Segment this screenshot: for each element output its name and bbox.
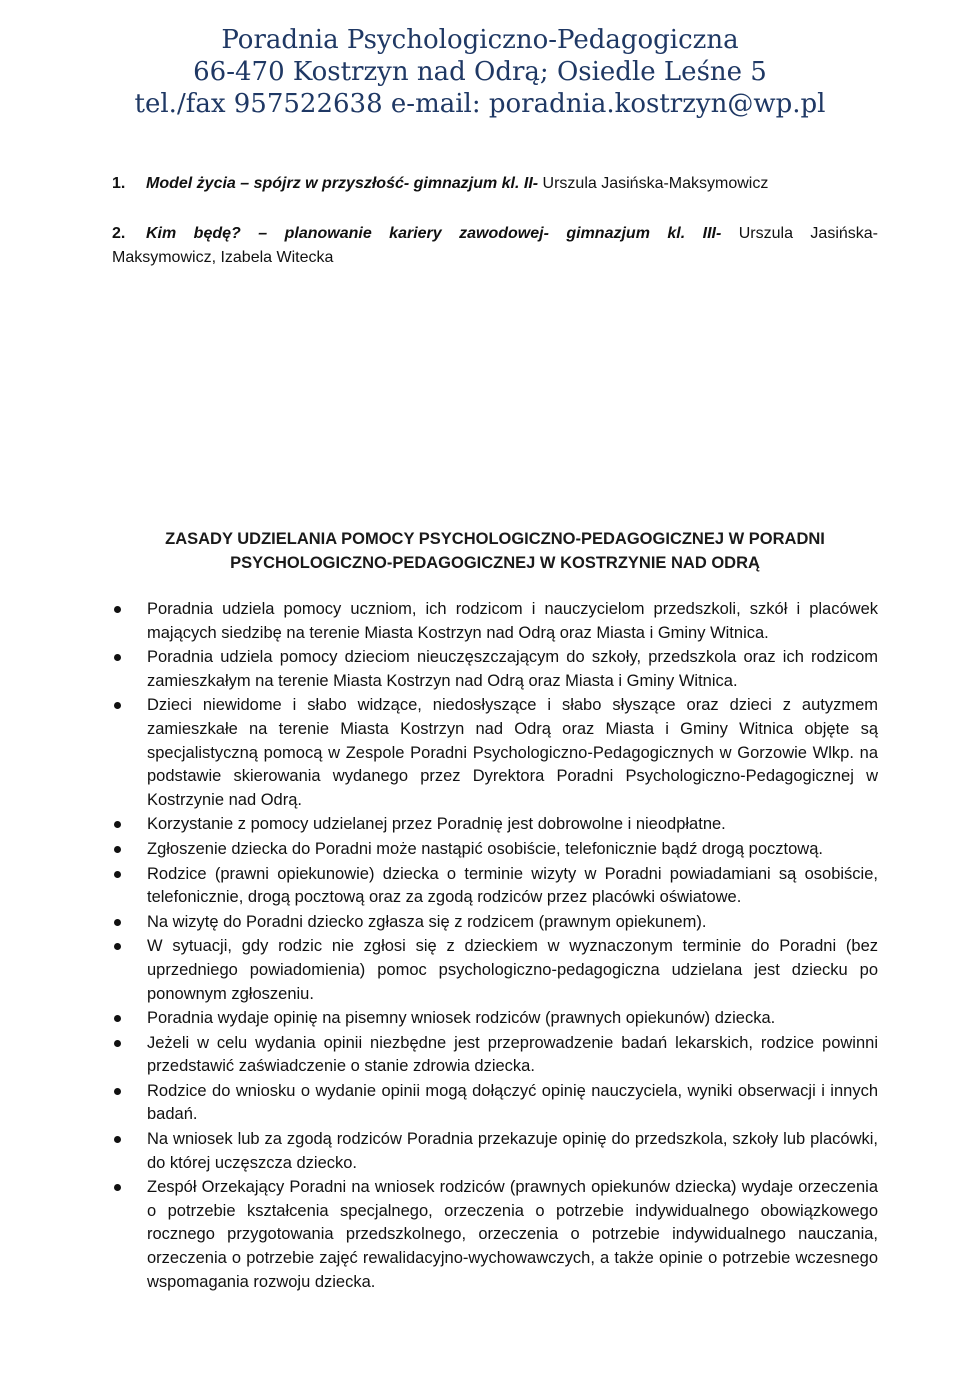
rule-text: Na wniosek lub za zgodą rodziców Poradnia przekazuje opinię do przedszkola, szkoły lub placówki, do której uczęszcza dziecko. — [147, 1130, 878, 1172]
bullet-icon — [114, 1136, 121, 1143]
rule-text: Na wizytę do Poradni dziecko zgłasza się z rodzicem (prawnym opiekunem). — [147, 912, 707, 931]
section-title-line-2: PSYCHOLOGICZNO-PEDAGOGICZNEJ W KOSTRZYNIE NAD ODRĄ — [230, 554, 760, 572]
rule-item — [112, 911, 878, 935]
bullet-icon — [114, 1184, 121, 1191]
program-number: 1. — [112, 175, 126, 192]
bullet-icon — [114, 846, 121, 853]
rules-list — [112, 598, 878, 1295]
rule-item — [112, 838, 878, 862]
rule-item — [112, 1128, 878, 1175]
institution-address: 66-470 Kostrzyn nad Odrą; Osiedle Leśne 5 — [193, 57, 767, 87]
rule-text: Rodzice (prawni opiekunowie) dziecka o terminie wizyty w Poradni powiadamiani są osobiście, telefonicznie, drogą pocztową oraz za zgodą rodziców przez placówki oświatowe. — [147, 864, 878, 907]
program-title: Model życia – spójrz w przyszłość- gimnazjum kl. II- — [146, 175, 539, 192]
program-item — [112, 222, 878, 270]
rule-item — [112, 598, 878, 645]
program-authors: Urszula Jasińska-Maksymowicz — [538, 175, 769, 192]
bullet-icon — [114, 1015, 121, 1022]
rule-item — [112, 646, 878, 693]
program-authors-continued: Maksymowicz, Izabela Witecka — [112, 249, 334, 266]
rule-item — [112, 935, 878, 1006]
rule-text: Poradnia wydaje opinię na pisemny wniosek rodziców (prawnych opiekunów) dziecka. — [147, 1009, 776, 1028]
rule-item — [112, 813, 878, 837]
section-title-line-1: ZASADY UDZIELANIA POMOCY PSYCHOLOGICZNO-PEDAGOGICZNEJ W PORADNI — [165, 530, 825, 548]
rule-item — [112, 1007, 878, 1031]
rule-text: Dzieci niewidome i słabo widzące, niedosłyszące i słabo słyszące oraz dzieci z autyzmem zamieszkałe na terenie Miasta Kostrzyn nad Odrą oraz Miasta i Gminy Witnica objęte są specjalistyczną pomocą w Zespole Poradni Psychologiczno-Pedagogicznych w Gorzowie Wlkp. na podstawie skierowania wydanego przez Dyrektora Poradni Psychologiczno-Pedagogicznej w Kostrzynie nad Odrą. — [147, 696, 878, 809]
bullet-icon — [114, 1040, 121, 1047]
rule-text: Zespół Orzekający Poradni na wniosek rodziców (prawnych opiekunów dziecka) wydaje orzeczenia o potrzebie kształcenia specjalnego, orzeczenia o potrzebie indywidualnego obowiązkowego rocznego przygotowania przedszkolnego, orzeczenia o potrzebie indywidualnego nauczania, orzeczenia o potrzebie zajęć rewalidacyjno-wychowawczych, a także opinie o potrzebie wczesnego wspomagania rozwoju dziecka. — [147, 1178, 878, 1291]
program-title: Kim będę? – planowanie kariery zawodowej- gimnazjum kl. III- — [146, 225, 722, 242]
rule-item — [112, 1176, 878, 1294]
rule-item — [112, 1032, 878, 1079]
program-list — [112, 172, 878, 270]
bullet-icon — [114, 702, 121, 709]
program-authors: Urszula Jasińska- — [721, 225, 878, 242]
bullet-icon — [114, 821, 121, 828]
institution-name: Poradnia Psychologiczno-Pedagogiczna — [221, 25, 739, 55]
rule-text: W sytuacji, gdy rodzic nie zgłosi się z dzieckiem w wyznaczonym terminie do Poradni (bez uprzedniego powiadomienia) pomoc psychologiczno-pedagogiczna udzielana jest dziecku po ponownym zgłoszeniu. — [147, 937, 878, 1003]
bullet-icon — [114, 871, 121, 878]
rule-text: Poradnia udziela pomocy uczniom, ich rodzicom i nauczycielom przedszkoli, szkół i placówek mających siedzibę na terenie Miasta Kostrzyn nad Odrą oraz Miasta i Gminy Witnica. — [147, 600, 878, 642]
program-number: 2. — [112, 225, 126, 242]
program-line — [146, 222, 878, 246]
rule-text: Poradnia udziela pomocy dzieciom nieuczęszczającym do szkoły, przedszkola oraz ich rodzicom zamieszkałym na terenie Miasta Kostrzyn nad Odrą oraz Miasta i Gminy Witnica. — [147, 648, 878, 690]
rule-text: Jeżeli w celu wydania opinii niezbędne jest przeprowadzenie badań lekarskich, rodzice powinni przedstawić zaświadczenie o stanie zdrowia dziecka. — [147, 1033, 878, 1076]
rule-text: Korzystanie z pomocy udzielanej przez Poradnię jest dobrowolne i nieodpłatne. — [147, 815, 726, 834]
bullet-icon — [114, 654, 121, 661]
bullet-icon — [114, 943, 121, 950]
bullet-icon — [114, 919, 121, 926]
rule-text: Zgłoszenie dziecka do Poradni może nastąpić osobiście, telefonicznie bądź drogą pocztową. — [147, 839, 823, 858]
section-title — [112, 527, 878, 575]
rule-text: Rodzice do wniosku o wydanie opinii mogą dołączyć opinię nauczyciela, wyniki obserwacji i innych badań. — [147, 1081, 878, 1124]
bullet-icon — [114, 1088, 121, 1095]
institution-contact: tel./fax 957522638 e-mail: poradnia.kostrzyn@wp.pl — [134, 89, 826, 119]
letterhead — [0, 24, 960, 120]
bullet-icon — [114, 606, 121, 613]
rule-item — [112, 863, 878, 910]
rule-item — [112, 1080, 878, 1127]
rule-item — [112, 694, 878, 812]
program-item — [112, 172, 878, 196]
